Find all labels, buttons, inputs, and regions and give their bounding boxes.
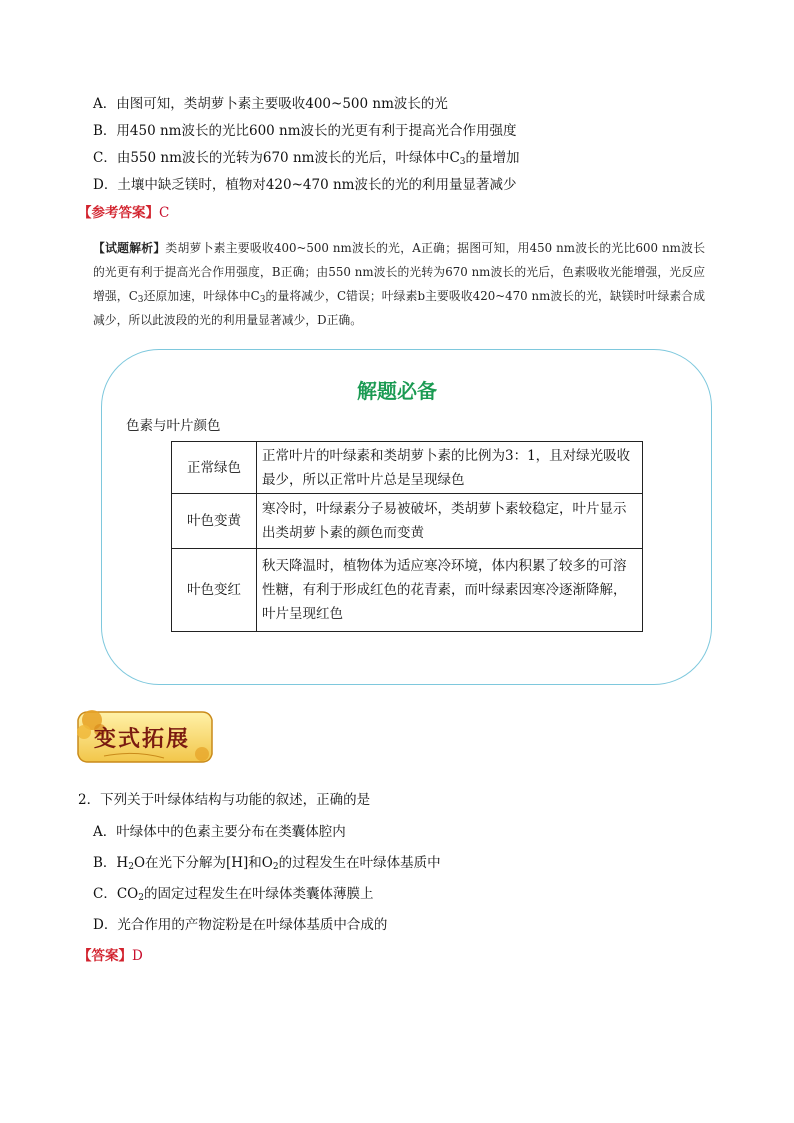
q1-answer-value: C bbox=[159, 205, 170, 221]
explanation-sub-2: 3 bbox=[259, 295, 266, 305]
explanation-part-3: 的量将减少，C错误；叶绿素b主要吸收420~470 nm波长的光，缺镁时叶绿素合成减少，所以此波段的光的利用量显著减少，D正确。 bbox=[93, 289, 705, 327]
table-cell-value: 正常叶片的叶绿素和类胡萝卜素的比例为3：1，且对绿光吸收最少，所以正常叶片总是呈现绿色 bbox=[257, 442, 643, 494]
table-cell-key: 叶色变红 bbox=[172, 549, 257, 632]
table-row bbox=[172, 494, 643, 549]
q2-option-d bbox=[93, 915, 387, 935]
q2-option-c-part-1: C．CO bbox=[93, 886, 139, 902]
q1-option-d-text: D．土壤中缺乏镁时，植物对420~470 nm波长的光的利用量显著减少 bbox=[93, 177, 517, 193]
explanation-part-1: 类胡萝卜素主要吸收400~500 nm波长的光，A正确；据图可知，用450 nm波长的光比600 nm波长的光更有利于提高光合作用强度，B正确；由550 nm波长的光转为670 nm波长的光后，色素吸收光能增强，光反应增强，C bbox=[93, 241, 705, 303]
q1-option-a-text: A．由图可知，类胡萝卜素主要吸收400~500 nm波长的光 bbox=[93, 96, 448, 112]
table-cell-key: 叶色变黄 bbox=[172, 494, 257, 549]
q2-option-b-part-3: 的过程发生在叶绿体基质中 bbox=[278, 855, 441, 871]
q2-option-b-part-1: B．H bbox=[93, 855, 129, 871]
pigment-table bbox=[171, 441, 643, 632]
q2-option-b bbox=[93, 853, 441, 873]
explanation-sub-1: 3 bbox=[137, 295, 144, 305]
table-row bbox=[172, 442, 643, 494]
q2-option-d-text: D．光合作用的产物淀粉是在叶绿体基质中合成的 bbox=[93, 917, 388, 933]
q1-option-c-text: C．由550 nm波长的光转为670 nm波长的光后，叶绿体中C bbox=[93, 150, 460, 166]
q2-option-b-part-2: O在光下分解为[H]和O bbox=[133, 855, 273, 871]
q1-option-c bbox=[93, 148, 520, 168]
explanation-part-2: 还原加速，叶绿体中C bbox=[143, 289, 260, 303]
table-cell-value: 寒冷时，叶绿素分子易被破坏，类胡萝卜素较稳定，叶片显示出类胡萝卜素的颜色而变黄 bbox=[257, 494, 643, 549]
q1-answer-label: 【参考答案】 bbox=[78, 205, 159, 221]
q2-option-c-sub: 2 bbox=[138, 893, 144, 903]
q2-stem: 2．下列关于叶绿体结构与功能的叙述，正确的是 bbox=[78, 792, 371, 808]
q2-option-c-part-2: 的固定过程发生在叶绿体类囊体薄膜上 bbox=[143, 886, 374, 902]
table-cell-value: 秋天降温时，植物体为适应寒冷环境，体内积累了较多的可溶性糖，有利于形成红色的花青素，而叶绿素因寒冷逐渐降解，叶片呈现红色 bbox=[257, 549, 643, 632]
table-row bbox=[172, 549, 643, 632]
q2-option-b-sub-2: 2 bbox=[272, 862, 279, 872]
knowledge-box-title: 解题必备 bbox=[357, 379, 437, 403]
q1-option-c-tail: 的量增加 bbox=[465, 150, 520, 166]
q1-answer bbox=[78, 203, 169, 223]
explanation-tag: 【试题解析】 bbox=[93, 241, 166, 255]
q1-option-a bbox=[93, 94, 448, 114]
q2-option-b-sub-1: 2 bbox=[128, 862, 134, 872]
banner-title: 变式拓展 bbox=[94, 726, 191, 752]
q1-option-b bbox=[93, 121, 517, 141]
q2-answer-value: D bbox=[132, 948, 143, 964]
knowledge-box-subtitle: 色素与叶片颜色 bbox=[126, 418, 221, 434]
table-cell-key: 正常绿色 bbox=[172, 442, 257, 494]
q2-option-a-text: A．叶绿体中的色素主要分布在类囊体腔内 bbox=[93, 824, 346, 840]
q1-option-c-subscript: 3 bbox=[459, 157, 466, 167]
q2-answer-label: 【答案】 bbox=[78, 948, 132, 964]
q1-explanation bbox=[93, 236, 705, 332]
q1-option-d bbox=[93, 175, 516, 195]
q1-option-b-text: B．用450 nm波长的光比600 nm波长的光更有利于提高光合作用强度 bbox=[93, 123, 517, 139]
q2-option-a bbox=[93, 822, 346, 842]
q2-answer bbox=[78, 946, 143, 966]
q2-option-c bbox=[93, 884, 373, 904]
